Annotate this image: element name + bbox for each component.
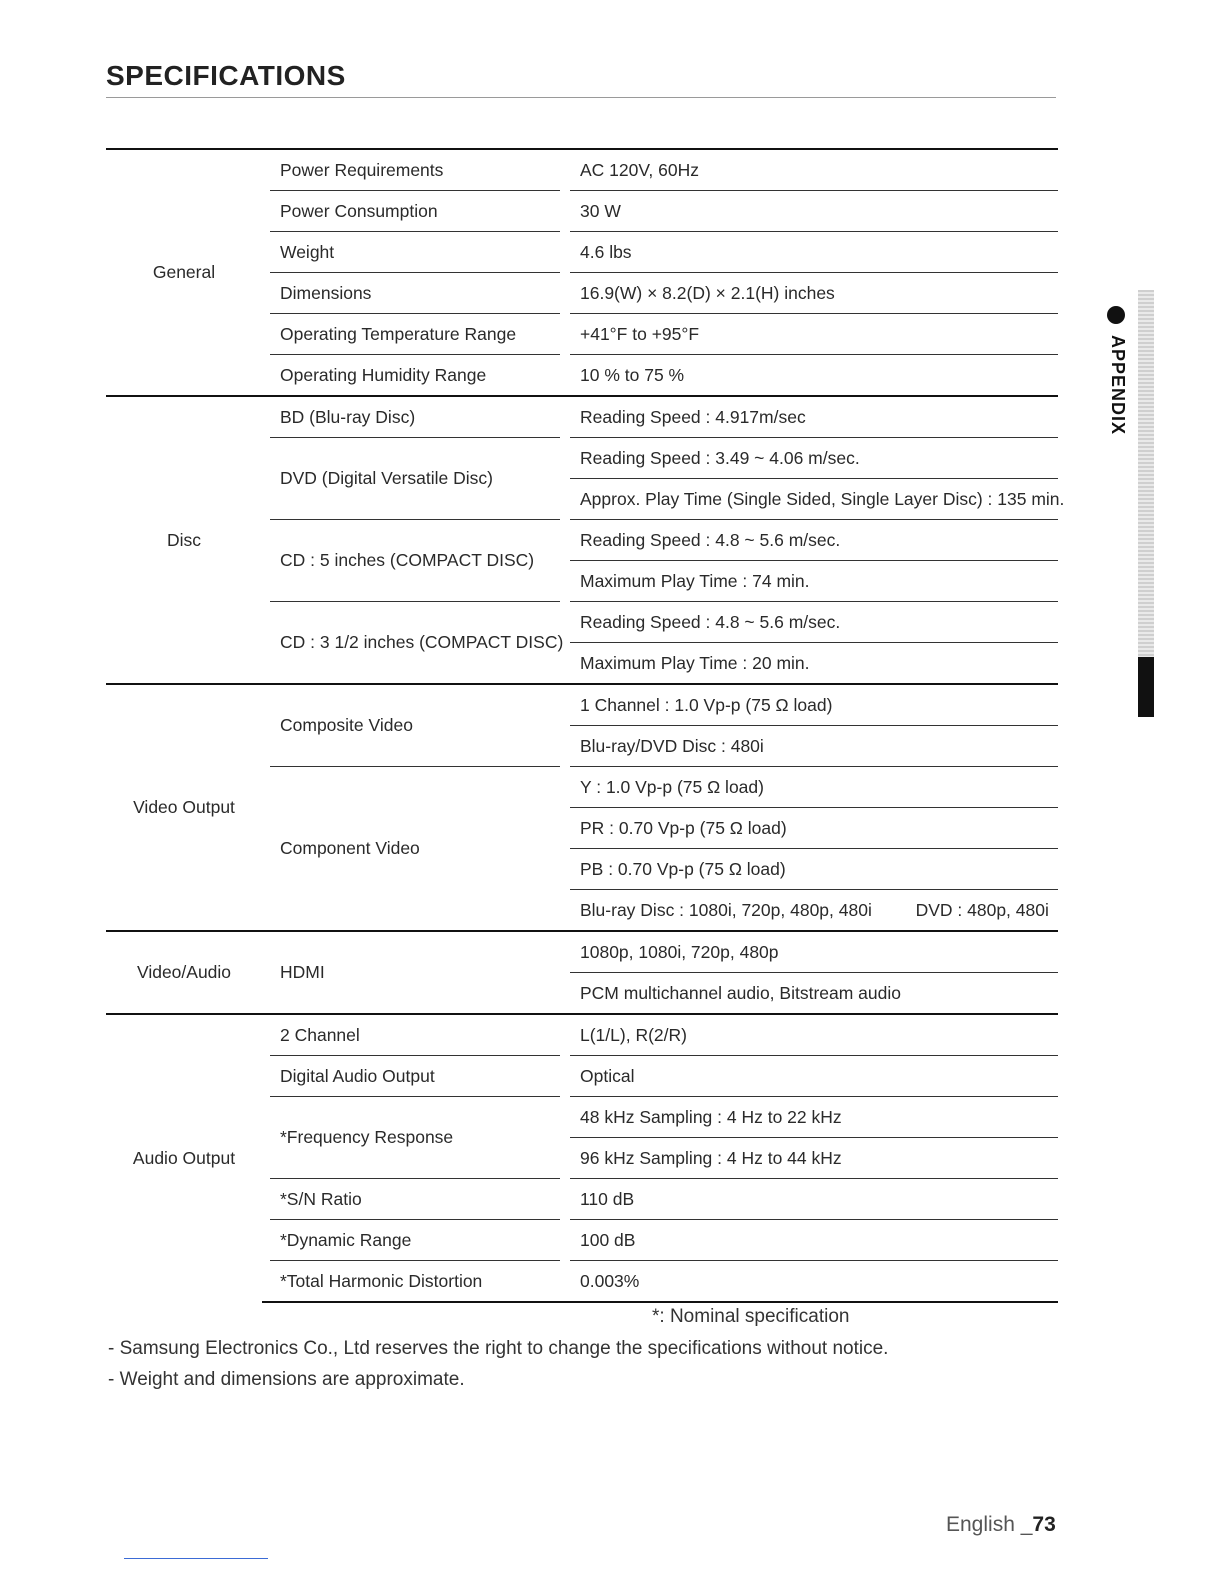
spec-value: 30 W — [570, 191, 1058, 232]
spec-value: 96 kHz Sampling : 4 Hz to 44 kHz — [570, 1138, 1058, 1179]
page-title: SPECIFICATIONS — [106, 60, 346, 91]
spec-value: 10 % to 75 % — [580, 364, 685, 385]
disclaimer-note: - Samsung Electronics Co., Ltd reserves the right to change the specifications without notice. — [108, 1338, 889, 1359]
spec-item: *S/N Ratio — [270, 1179, 560, 1220]
spec-value: Maximum Play Time : 20 min. — [580, 652, 810, 673]
title-divider — [106, 97, 1056, 98]
spec-value: Reading Speed : 3.49 ~ 4.06 m/sec. — [570, 438, 1058, 479]
bottom-rule — [124, 1558, 268, 1559]
component-res-bd: Blu-ray Disc : 1080i, 720p, 480p, 480i — [580, 899, 872, 920]
page-number: 73 — [1032, 1513, 1056, 1536]
table-row — [106, 931, 1058, 973]
spec-value: 16.9(W) × 8.2(D) × 2.1(H) inches — [570, 273, 1058, 314]
spec-value: 100 dB — [570, 1220, 1058, 1261]
spec-item: Digital Audio Output — [270, 1056, 560, 1097]
category-video-audio: Video/Audio — [106, 931, 262, 1014]
component-res-dvd: DVD : 480p, 480i — [915, 899, 1049, 920]
category-general: General — [106, 149, 262, 396]
category-disc: Disc — [106, 396, 262, 684]
spec-item: Dimensions — [270, 273, 560, 314]
spec-value: Approx. Play Time (Single Sided, Single Layer Disc) : 135 min. — [570, 479, 1058, 520]
bullet-icon — [1107, 306, 1125, 324]
table-row — [106, 396, 1058, 438]
spec-item: HDMI — [270, 931, 560, 1014]
spec-value: AC 120V, 60Hz — [570, 149, 1058, 191]
side-tab-label: APPENDIX — [1108, 335, 1128, 436]
spec-item: BD (Blu-ray Disc) — [270, 396, 560, 438]
spec-value: 110 dB — [570, 1179, 1058, 1220]
spec-item: Operating Humidity Range — [280, 364, 487, 385]
spec-value: +41°F to +95°F — [570, 314, 1058, 355]
spec-value: Reading Speed : 4.917m/sec — [570, 396, 1058, 438]
spec-item: CD : 3 1/2 inches (COMPACT DISC) — [280, 632, 564, 652]
spec-item: Power Consumption — [270, 191, 560, 232]
spec-value: Maximum Play Time : 74 min. — [570, 561, 1058, 602]
spec-value: Blu-ray/DVD Disc : 480i — [570, 726, 1058, 767]
spec-value: 0.003% — [570, 1261, 1058, 1303]
spec-item: Weight — [270, 232, 560, 273]
approximation-note: - Weight and dimensions are approximate. — [108, 1369, 465, 1390]
spec-value: PB : 0.70 Vp-p (75 Ω load) — [570, 849, 1058, 890]
spec-value: L(1/L), R(2/R) — [570, 1014, 1058, 1056]
spec-item: 2 Channel — [270, 1014, 560, 1056]
nominal-note: *: Nominal specification — [652, 1306, 850, 1327]
spec-item: *Total Harmonic Distortion — [270, 1261, 560, 1303]
category-video-output: Video Output — [106, 684, 262, 931]
spec-item: DVD (Digital Versatile Disc) — [270, 438, 560, 520]
spec-value: Optical — [570, 1056, 1058, 1097]
spec-item: Composite Video — [270, 684, 560, 767]
spec-value: 48 kHz Sampling : 4 Hz to 22 kHz — [570, 1097, 1058, 1138]
side-tab-marker — [1138, 657, 1154, 717]
page-footer — [946, 1513, 1056, 1537]
spec-item: CD : 5 inches (COMPACT DISC) — [270, 520, 560, 602]
table-row — [106, 149, 1058, 191]
spec-value — [570, 890, 1058, 932]
spec-item: Operating Temperature Range — [270, 314, 560, 355]
spec-value: 4.6 lbs — [570, 232, 1058, 273]
table-row — [106, 1014, 1058, 1056]
spec-value: PCM multichannel audio, Bitstream audio — [580, 982, 901, 1003]
specifications-table — [106, 148, 1065, 1303]
spec-value: PR : 0.70 Vp-p (75 Ω load) — [570, 808, 1058, 849]
spec-value: 1080p, 1080i, 720p, 480p — [570, 931, 1058, 973]
spec-item: Component Video — [280, 838, 420, 858]
spec-value: Y : 1.0 Vp-p (75 Ω load) — [570, 767, 1058, 808]
side-tab-tone — [1138, 290, 1154, 660]
category-audio-output: Audio Output — [106, 1014, 262, 1302]
side-tab — [1098, 335, 1128, 445]
spec-item: *Frequency Response — [270, 1097, 560, 1179]
footer-language: English _ — [946, 1513, 1033, 1536]
spec-item: Power Requirements — [270, 149, 560, 191]
spec-value: Reading Speed : 4.8 ~ 5.6 m/sec. — [570, 520, 1058, 561]
specifications-table-wrapper — [106, 148, 1065, 1303]
spec-value: Reading Speed : 4.8 ~ 5.6 m/sec. — [570, 602, 1058, 643]
table-row — [106, 684, 1058, 726]
spec-value: 1 Channel : 1.0 Vp-p (75 Ω load) — [570, 684, 1058, 726]
spec-item: *Dynamic Range — [270, 1220, 560, 1261]
